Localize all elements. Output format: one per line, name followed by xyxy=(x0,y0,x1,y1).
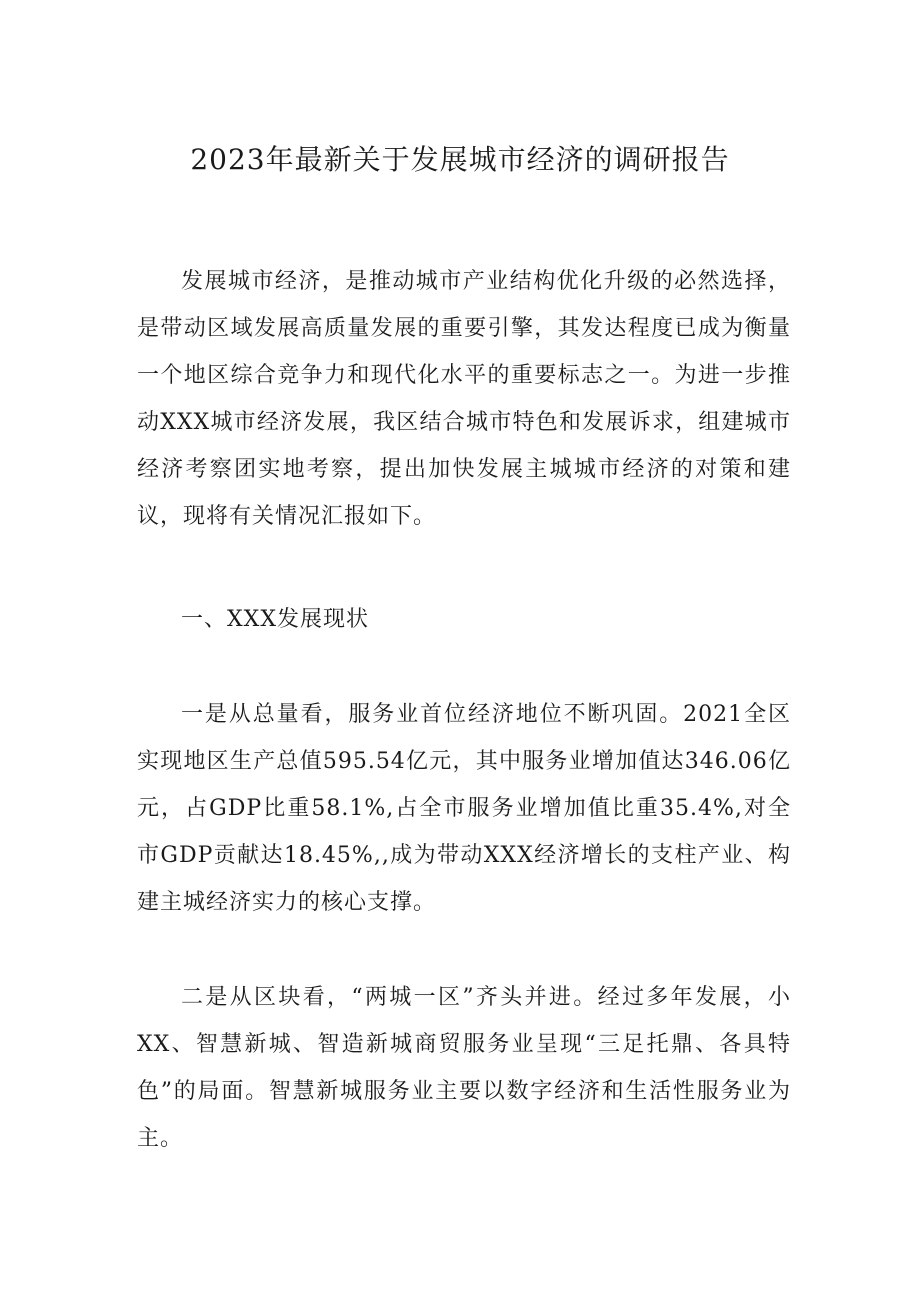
section-heading: 一、XXX发展现状 xyxy=(181,607,369,632)
document-title: 2023年最新关于发展城市经济的调研报告 xyxy=(190,143,730,176)
paragraph-point-1: 一是从总量看，服务业首位经济地位不断巩固。2021全区实现地区生产总值595.54亿元，其中服务业增加值达346.06亿元，占GDP比重58.1%,占全市服务业增加值比重35.4%,对全市GDP贡献达18.45%,,成为带动XXX经济增长的支柱产业、构建主城经济实力的核心支撑。 xyxy=(137,702,791,915)
intro-paragraph: 发展城市经济，是推动城市产业结构优化升级的必然选择，是带动区域发展高质量发展的重要引擎，其发达程度已成为衡量一个地区综合竞争力和现代化水平的重要标志之一。为进一步推动XXX城市经济发展，我区结合城市特色和发展诉求，组建城市经济考察团实地考察，提出加快发展主城城市经济的对策和建议，现将有关情况汇报如下。 xyxy=(137,269,791,529)
paragraph-point-2: 二是从区块看，“两城一区”齐头并进。经过多年发展，小XX、智慧新城、智造新城商贸服务业呈现“三足托鼎、各具特色”的局面。智慧新城服务业主要以数字经济和生活性服务业为主。 xyxy=(137,985,791,1151)
